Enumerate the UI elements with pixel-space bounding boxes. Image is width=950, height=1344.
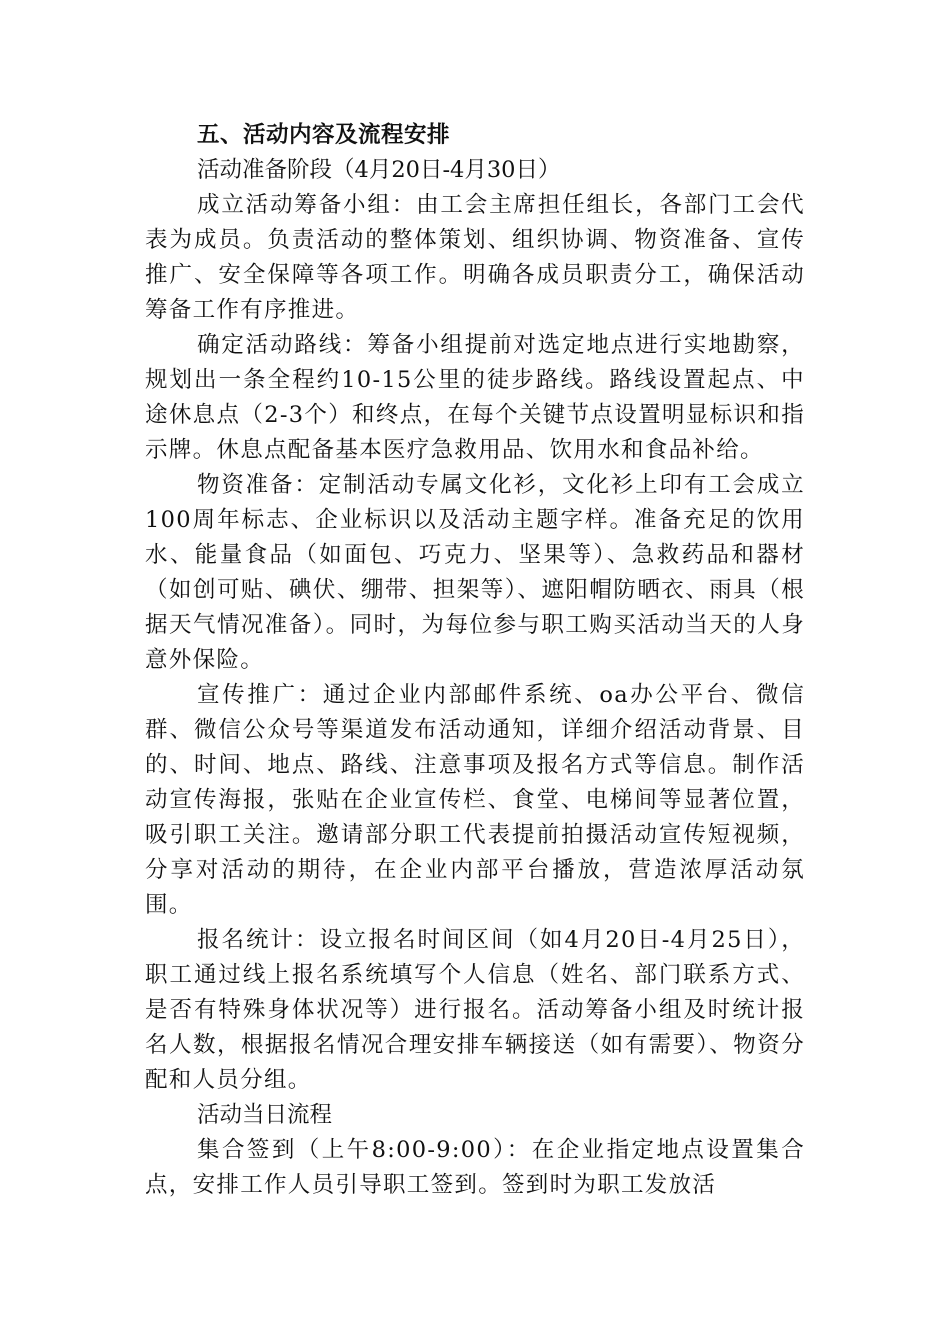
paragraph-registration: 报名统计：设立报名时间区间（如4月20日-4月25日），职工通过线上报名系统填写个人信息（姓名、部门联系方式、是否有特殊身体状况等）进行报名。活动筹备小组及时统计报名人数，根据报名情况合理安排车辆接送（如有需要）、物资分配和人员分组。 [145, 927, 805, 1093]
section-title: 五、活动内容及流程安排 [197, 122, 451, 148]
document-body [145, 118, 805, 1203]
paragraph-supplies: 物资准备：定制活动专属文化衫，文化衫上印有工会成立100周年标志、企业标识以及活动主题字样。准备充足的饮用水、能量食品（如面包、巧克力、坚果等）、急救药品和器材（如创可贴、碘伏、绷带、担架等）、遮阳帽防晒衣、雨具（根据天气情况准备）。同时，为每位参与职工购买活动当天的人身意外保险。 [145, 472, 805, 673]
paragraph-route-planning: 确定活动路线：筹备小组提前对选定地点进行实地勘察，规划出一条全程约10-15公里的徒步路线。路线设置起点、中途休息点（2-3个）和终点，在每个关键节点设置明显标识和指示牌。休息点配备基本医疗急救用品、饮用水和食品补给。 [145, 332, 805, 463]
paragraph-promotion: 宣传推广：通过企业内部邮件系统、oa办公平台、微信群、微信公众号等渠道发布活动通知，详细介绍活动背景、目的、时间、地点、路线、注意事项及报名方式等信息。制作活动宣传海报，张贴在企业宣传栏、食堂、电梯间等显著位置，吸引职工关注。邀请部分职工代表提前拍摄活动宣传短视频，分享对活动的期待，在企业内部平台播放，营造浓厚活动氛围。 [145, 682, 805, 918]
paragraph-check-in: 集合签到（上午8:00-9:00）：在企业指定地点设置集合点，安排工作人员引导职工签到。签到时为职工发放活 [145, 1137, 805, 1198]
day-flow-title: 活动当日流程 [197, 1102, 333, 1128]
paragraph-organizing-committee: 成立活动筹备小组：由工会主席担任组长，各部门工会代表为成员。负责活动的整体策划、组织协调、物资准备、宣传推广、安全保障等各项工作。明确各成员职责分工，确保活动筹备工作有序推进。 [145, 192, 805, 323]
prep-stage-title: 活动准备阶段（4月20日-4月30日） [197, 157, 561, 183]
